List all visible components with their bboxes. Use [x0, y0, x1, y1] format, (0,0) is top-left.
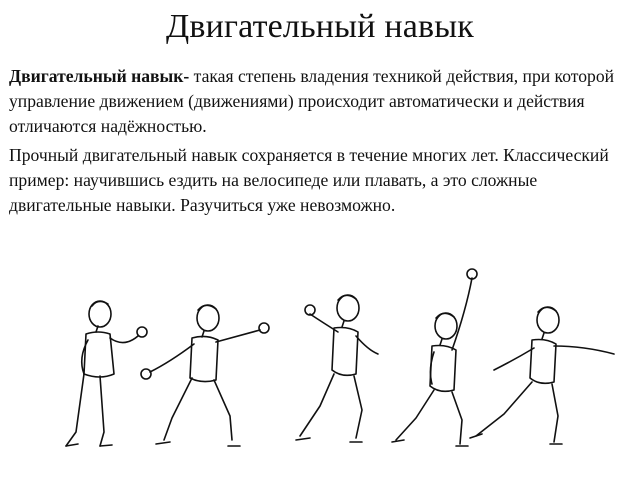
- athlete-figure-5: [470, 307, 614, 444]
- example-paragraph: Прочный двигательный навык сохраняется в течение многих лет. Классический пример: научившись ездить на велосипеде или плавать, а это сложные двигательные навыки. Разучиться уже невозможно.: [9, 145, 609, 215]
- definition-text: такая степень владения техникой действия, при которой управление движением (движениями) происходит автоматически и действия отличаются надёжностью.: [9, 66, 615, 136]
- athlete-figure-2: [141, 305, 269, 446]
- athlete-figure-4: [392, 269, 477, 446]
- slide-body: [9, 64, 631, 222]
- definition-paragraph: [9, 64, 631, 139]
- athlete-figure-3: [296, 295, 378, 442]
- slide-title: Двигательный навык: [165, 8, 475, 45]
- definition-term: Двигательный навык-: [9, 66, 190, 86]
- athlete-figure-1: [66, 301, 147, 446]
- shot-put-sequence-svg: [38, 262, 638, 476]
- shot-put-sequence-illustration: [38, 262, 638, 476]
